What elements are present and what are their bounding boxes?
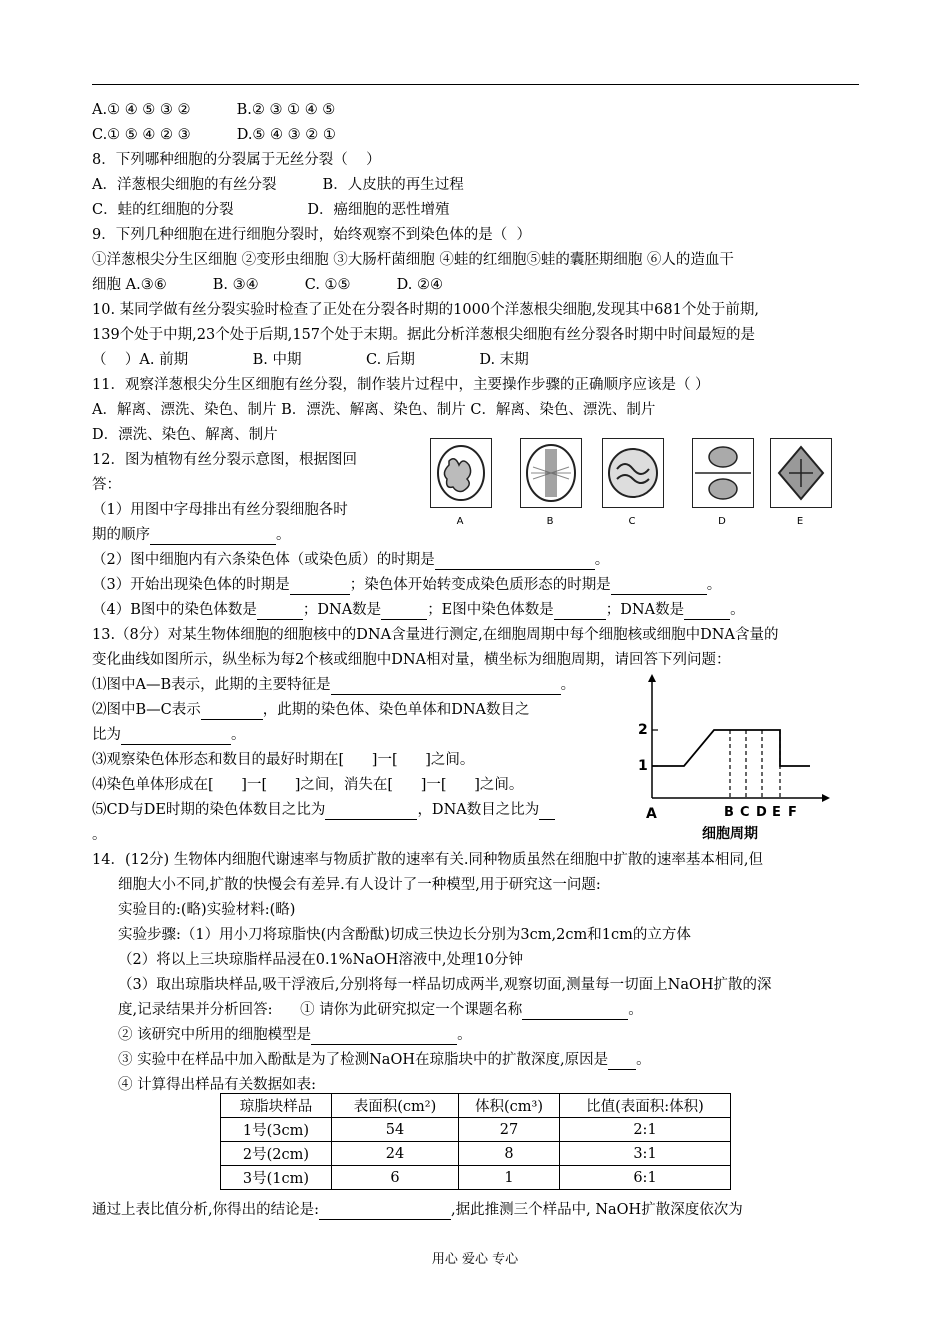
q8-stem: 8．下列哪种细胞的分裂属于无丝分裂（ ）	[92, 152, 381, 168]
answer-blank[interactable]	[150, 528, 276, 545]
table-header-cell: 琼脂块样品	[221, 1094, 332, 1118]
answer-blank[interactable]	[611, 578, 707, 595]
q12-part3: （3）开始出现染色体的时期是 ；染色体开始转变成染色质形态的时期是 。	[92, 577, 722, 593]
q9-items: ①洋葱根尖分生区细胞 ②变形虫细胞 ③大肠杆菌细胞 ④蛙的红细胞⑤蛙的囊胚期细胞 ⑥人的造血干	[92, 252, 734, 268]
table-row	[221, 1166, 731, 1190]
x-axis-title: 细胞周期	[702, 826, 758, 842]
q13-part5: ⑸CD与DE时期的染色体数目之比为 ，DNA数目之比为	[92, 800, 555, 820]
cell-image-d	[692, 438, 754, 508]
table-header-row	[221, 1094, 731, 1118]
table-header-cell: 比值(表面积:体积)	[560, 1094, 731, 1118]
table-cell: 1号(3cm)	[221, 1118, 332, 1142]
q12-part4: （4）B图中的染色体数是 ；DNA数是 ；E图中染色体数是 ；DNA数是 。	[92, 602, 745, 618]
q11-options-abc: A．解离、漂洗、染色、制片 B．漂洗、解离、染色、制片 C．解离、染色、漂洗、制片	[92, 402, 656, 418]
table-cell: 2号(2cm)	[221, 1142, 332, 1166]
table-cell: 3号(1cm)	[221, 1166, 332, 1190]
answer-blank[interactable]	[331, 678, 561, 695]
q10-options: （ ）A. 前期 B. 中期 C. 后期 D. 末期	[92, 352, 529, 368]
q14-stem-2: 细胞大小不同,扩散的快慢会有差异.有人设计了一种模型,用于研究这一问题:	[118, 877, 601, 893]
cell-image-e	[770, 438, 832, 508]
x-point-label: F	[788, 805, 797, 820]
q14-step1: 实验步骤:（1）用小刀将琼脂快(内含酚酞)切成三快边长分别为3cm,2cm和1cm的立方体	[118, 927, 691, 943]
table-cell: 27	[459, 1118, 560, 1142]
q10-stem-1: 10. 某同学做有丝分裂实验时检查了正处在分裂各时期的1000个洋葱根尖细胞,发现其中681个处于前期,	[92, 302, 759, 318]
dna-curve	[652, 730, 810, 766]
table-cell: 24	[332, 1142, 459, 1166]
x-point-label: E	[772, 805, 781, 820]
q13-part3: ⑶观察染色体形态和数目的最好时期在[ ]一[ ]之间。	[92, 752, 475, 768]
q12-part2: （2）图中细胞内有六条染色体（或染色质）的时期是 。	[92, 552, 610, 568]
table-cell: 2:1	[560, 1118, 731, 1142]
table-header-cell: 表面积(cm²)	[332, 1094, 459, 1118]
answer-blank[interactable]	[381, 603, 427, 620]
answer-blank[interactable]	[319, 1203, 451, 1220]
q13-stem-1: 13.（8分）对某生物体细胞的细胞核中的DNA含量进行测定,在细胞周期中每个细胞核或细胞中DNA含量的	[92, 627, 779, 643]
q9-options: 细胞 A.③⑥ B. ③④ C. ①⑤ D. ②④	[92, 277, 443, 293]
q7-options-ab: A.① ④ ⑤ ③ ② B.② ③ ① ④ ⑤	[92, 102, 336, 118]
answer-blank[interactable]	[539, 803, 555, 820]
answer-blank[interactable]	[290, 578, 350, 595]
y-tick-label: 1	[638, 758, 648, 774]
q14-q3: ③ 实验中在样品中加入酚酞是为了检测NaOH在琼脂块中的扩散深度,原因是 。	[118, 1052, 651, 1068]
answer-blank[interactable]	[608, 1053, 636, 1070]
origin-label: A	[646, 806, 657, 822]
cell-label: C	[628, 516, 636, 527]
answer-blank[interactable]	[325, 803, 417, 820]
q7-options-cd: C.① ⑤ ④ ② ③ D.⑤ ④ ③ ② ①	[92, 127, 336, 143]
q14-q4: ④ 计算得出样品有关数据如表:	[118, 1077, 316, 1093]
table-cell: 54	[332, 1118, 459, 1142]
q11-option-d: D．漂洗、染色、解离、制片	[92, 427, 278, 443]
dna-content-graph	[640, 668, 840, 848]
q14-aim: 实验目的:(略)实验材料:(略)	[118, 902, 296, 918]
page-footer: 用心 爱心 专心	[431, 1252, 519, 1267]
x-point-label: D	[756, 805, 767, 820]
agar-data-table	[220, 1093, 731, 1190]
cell-label: D	[718, 516, 726, 527]
table-header-cell: 体积(cm³)	[459, 1094, 560, 1118]
x-point-label: C	[740, 805, 750, 820]
q12-part1-a: （1）用图中字母排出有丝分裂细胞各时	[92, 502, 348, 518]
cell-image-b	[520, 438, 582, 508]
answer-blank[interactable]	[522, 1003, 628, 1020]
table-cell: 3:1	[560, 1142, 731, 1166]
q14-step3: （3）取出琼脂块样品,吸干浮液后,分别将每一样品切成两半,观察切面,测量每一切面上NaOH扩散的深	[118, 977, 772, 993]
q9-stem: 9．下列几种细胞在进行细胞分裂时，始终观察不到染色体的是（ ）	[92, 227, 531, 243]
q12-stem-2: 答：	[92, 477, 121, 493]
answer-blank[interactable]	[554, 603, 606, 620]
header-rule	[92, 84, 859, 85]
q14-step2: （2）将以上三块琼脂样品浸在0.1%NaOH溶液中,处理10分钟	[118, 952, 523, 968]
q12-part1-b: 期的顺序 。	[92, 527, 291, 543]
cell-label: E	[796, 516, 804, 527]
q12-stem-1: 12．图为植物有丝分裂示意图，根据图回	[92, 452, 357, 468]
q14-q1: 度,记录结果并分析回答: ① 请你为此研究拟定一个课题名称 。	[118, 1002, 643, 1018]
cell-label: B	[546, 516, 554, 527]
mitosis-figure	[430, 438, 850, 534]
answer-blank[interactable]	[435, 553, 595, 570]
q13-part2-a: ⑵图中B—C表示 ，此期的染色体、染色单体和DNA数目之	[92, 702, 530, 718]
answer-blank[interactable]	[684, 603, 730, 620]
table-cell: 6	[332, 1166, 459, 1190]
answer-blank[interactable]	[121, 728, 231, 745]
q14-stem-1: 14．(12分) 生物体内细胞代谢速率与物质扩散的速率有关.同种物质虽然在细胞中扩散的速率基本相同,但	[92, 852, 764, 868]
q13-part5-end: 。	[92, 827, 107, 843]
q13-stem-2: 变化曲线如图所示，纵坐标为每2个核或细胞中DNA相对量，横坐标为细胞周期，请回答下列问题：	[92, 652, 731, 668]
table-row	[221, 1142, 731, 1166]
q14-conclusion: 通过上表比值分析,你得出的结论是: ,据此推测三个样品中, NaOH扩散深度依次为	[92, 1202, 743, 1218]
table-cell: 6:1	[560, 1166, 731, 1190]
table-cell: 8	[459, 1142, 560, 1166]
cell-label: A	[456, 516, 464, 527]
cell-image-a	[430, 438, 492, 508]
q13-part1: ⑴图中A—B表示，此期的主要特征是 。	[92, 677, 576, 693]
q13-part2-b: 比为 。	[92, 727, 246, 743]
table-row	[221, 1118, 731, 1142]
table-cell: 1	[459, 1166, 560, 1190]
cell-image-c	[602, 438, 664, 508]
answer-blank[interactable]	[257, 603, 303, 620]
q8-options-cd: C．蛙的红细胞的分裂 D．癌细胞的恶性增殖	[92, 202, 450, 218]
q8-options-ab: A．洋葱根尖细胞的有丝分裂 B．人皮肤的再生过程	[92, 177, 464, 193]
q10-stem-2: 139个处于中期,23个处于后期,157个处于末期。据此分析洋葱根尖细胞有丝分裂各时期中时间最短的是	[92, 327, 756, 343]
q14-q2: ② 该研究中所用的细胞模型是 。	[118, 1027, 472, 1043]
q13-part4: ⑷染色单体形成在[ ]一[ ]之间，消失在[ ]一[ ]之间。	[92, 777, 524, 793]
q11-stem: 11．观察洋葱根尖分生区细胞有丝分裂，制作装片过程中，主要操作步骤的正确顺序应该是（ ）	[92, 377, 710, 393]
y-tick-label: 2	[638, 722, 648, 738]
answer-blank[interactable]	[311, 1028, 457, 1045]
x-point-label: B	[724, 805, 734, 820]
answer-blank[interactable]	[201, 703, 263, 720]
